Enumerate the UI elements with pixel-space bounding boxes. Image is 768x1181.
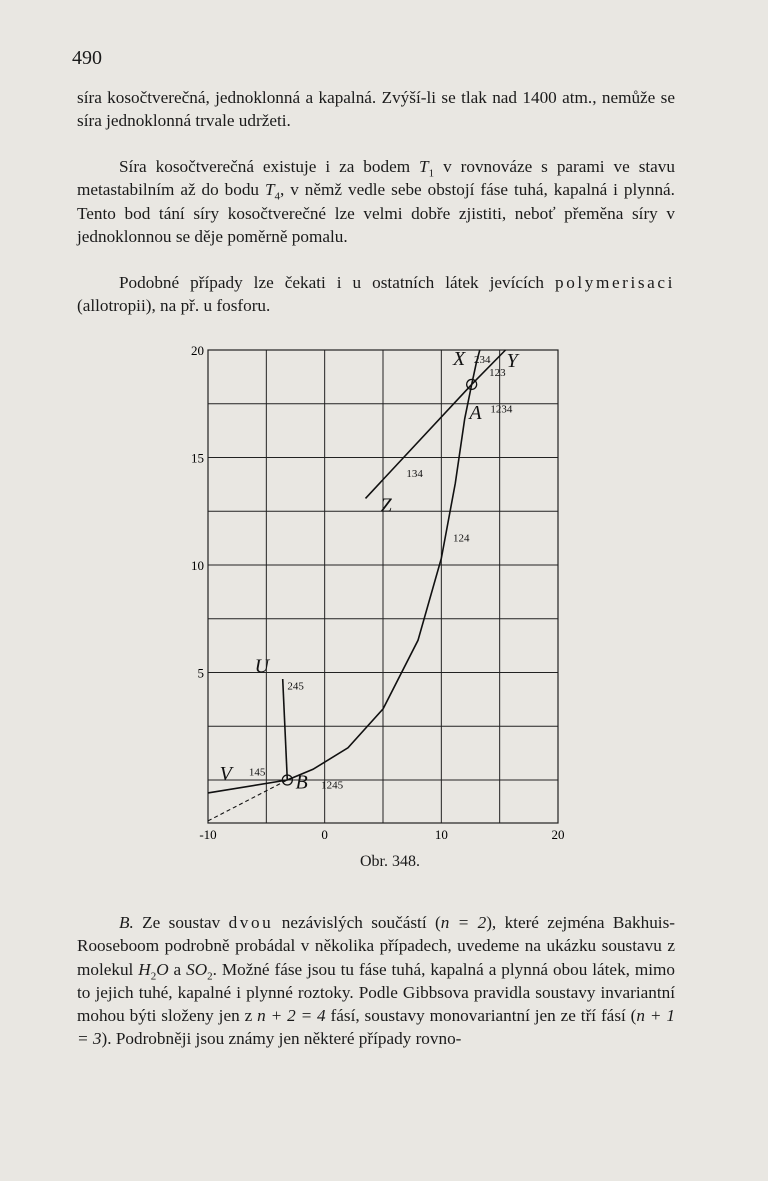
y-tick-label: 20 [191, 343, 204, 358]
x-tick-label: 20 [551, 827, 565, 842]
x-tick-label: 10 [434, 827, 448, 842]
annotation-123: 123 [489, 366, 506, 379]
x-tick-label: 0 [321, 827, 328, 842]
y-tick-label: 10 [191, 558, 204, 573]
annotation-B: B [295, 771, 308, 794]
annotation-U: U [254, 655, 270, 678]
annotation-X: X [453, 348, 466, 371]
curve-124 [287, 384, 471, 780]
page-number: 490 [72, 47, 102, 69]
annotation-124: 124 [453, 532, 470, 545]
annotation-234: 234 [474, 353, 491, 366]
annotation-V: V [219, 763, 232, 785]
paragraph-1: síra kosočtverečná, jednoklonná a kapalná. Zvýší-li se tlak nad 1400 atm., nemůže se síra jednoklonná trvale udržeti. [77, 88, 675, 131]
annotation-Z: Z [380, 494, 392, 517]
annotation-1245: 1245 [321, 779, 344, 792]
figure-caption: Obr. 348. [360, 853, 420, 870]
annotation-145: 145 [248, 766, 266, 779]
y-tick-label: 15 [191, 450, 204, 466]
x-tick-label: -10 [199, 827, 217, 842]
paragraph-2: Síra kosočtverečná existuje i za bodem $T_1$ v rovnováze s parami ve stavu metastabilním až do bodu $T_4$, v němž vedle sebe obstojí fáse tuhá, kapalná i plynná. Tento bod tání síry kosočtverečné lze velmi dobře zjistiti, neboť přeměna síry v jednoklonnou se děje poměrně pomalu. [77, 157, 675, 246]
annotation-Y: Y [506, 350, 518, 373]
paragraph-3: Podobné případy lze čekati i u ostatních látek jevících polymerisaci (allotropii), na př. u fosforu. [77, 273, 675, 316]
curve-245 [283, 679, 288, 780]
annotation-245: 245 [287, 680, 304, 693]
annotation-1234: 1234 [490, 403, 513, 416]
annotation-A: A [469, 401, 482, 424]
y-tick-label: 5 [197, 665, 204, 681]
paragraph-4: B. Ze soustav dvou nezávislých součástí (n = 2), které zejména Bakhuis-Rooseboom podrobně probádal v několika případech, uvedeme na ukázku soustavu z molekul $H_2O$ a $SO_2$. Možné fáse jsou tu fáse tuhá, kapalná a plynná obou látek, mimo to jejich tuhé, kapalné i plynné roztoky. Podle Gibbsova pravidla soustavy invariantní mohou býti složeny jen z n + 2 = 4 fásí, soustavy monovariantní jen ze tří fásí (n + 1 = 3). Podrobněji jsou známy jen některé případy rovno- [77, 913, 675, 1049]
annotation-134: 134 [406, 467, 423, 480]
